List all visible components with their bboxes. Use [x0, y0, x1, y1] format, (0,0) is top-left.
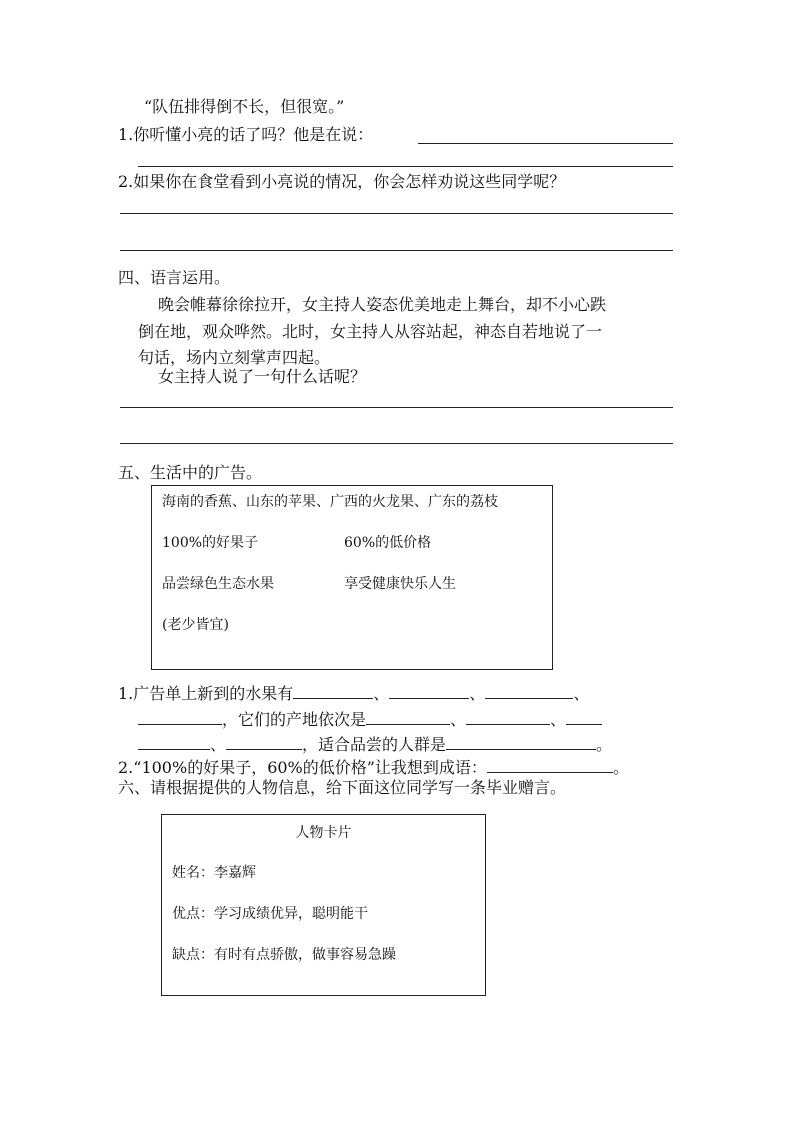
section-5-title: 五、生活中的广告。: [118, 463, 263, 482]
question-3-1: 1.你听懂小亮的话了吗？他是在说：: [118, 125, 374, 144]
fill-blank[interactable]: [138, 708, 222, 725]
ad-good-fruit: 100%的好果子: [162, 535, 259, 551]
question-4: 女主持人说了一句什么话呢？: [158, 367, 367, 386]
answer-line[interactable]: [138, 166, 673, 167]
ad-healthy-life: 享受健康快乐人生: [344, 576, 456, 592]
answer-line[interactable]: [418, 143, 673, 144]
person-card: [161, 814, 486, 996]
answer-line[interactable]: [120, 407, 673, 408]
fill-blank[interactable]: [446, 733, 596, 750]
ad-fruit-list: 海南的香蕉、山东的苹果、广西的火龙果、广东的荔枝: [162, 494, 498, 510]
fill-blank[interactable]: [566, 708, 602, 725]
paragraph-line-1: 晚会帷幕徐徐拉开，女主持人姿态优美地走上舞台，却不小心跌: [158, 295, 607, 314]
answer-line[interactable]: [120, 250, 673, 251]
ad-green-fruit: 品尝绿色生态水果: [162, 576, 274, 592]
card-weaknesses: 缺点：有时有点骄傲，做事容易急躁: [172, 947, 396, 963]
fill-blank[interactable]: [466, 708, 550, 725]
fill-blank[interactable]: [293, 682, 373, 699]
fill-blank[interactable]: [389, 682, 469, 699]
advertisement-box: [151, 485, 553, 670]
paragraph-line-3: 句话，场内立刻掌声四起。: [138, 348, 331, 367]
paragraph-line-2: 倒在地，观众哗然。北时，女主持人从容站起，神态自若地说了一: [138, 322, 603, 341]
question-5-1-line-3: 、 ，适合品尝的人群是 。: [138, 733, 612, 755]
fill-blank[interactable]: [138, 733, 210, 750]
answer-line[interactable]: [120, 213, 673, 214]
section-4-title: 四、语言运用。: [118, 268, 231, 287]
ad-low-price: 60%的低价格: [344, 535, 432, 551]
section-6-title: 六、请根据提供的人物信息，给下面这位同学写一条毕业赠言。: [118, 778, 567, 797]
question-5-1-line-1: 1.广告单上新到的水果有 、 、 、: [118, 684, 590, 703]
answer-line[interactable]: [120, 443, 673, 444]
question-3-2: 2.如果你在食堂看到小亮说的情况，你会怎样劝说这些同学呢？: [118, 172, 566, 191]
quote-text: “队伍排得倒不长，但很宽。”: [144, 97, 345, 116]
card-title: 人物卡片: [295, 825, 352, 841]
fill-blank[interactable]: [487, 756, 613, 773]
fill-blank[interactable]: [366, 708, 450, 725]
card-strengths: 优点：学习成绩优异，聪明能干: [172, 906, 368, 922]
fill-blank[interactable]: [485, 682, 573, 699]
question-5-1-line-2: ，它们的产地依次是 、 、: [138, 708, 602, 730]
fill-blank[interactable]: [226, 733, 302, 750]
question-5-2: 2.“100%的好果子，60%的低价格”让我想到成语： 。: [118, 758, 629, 777]
ad-all-ages: (老少皆宜): [162, 617, 229, 633]
card-name: 姓名：李嘉辉: [172, 865, 256, 881]
